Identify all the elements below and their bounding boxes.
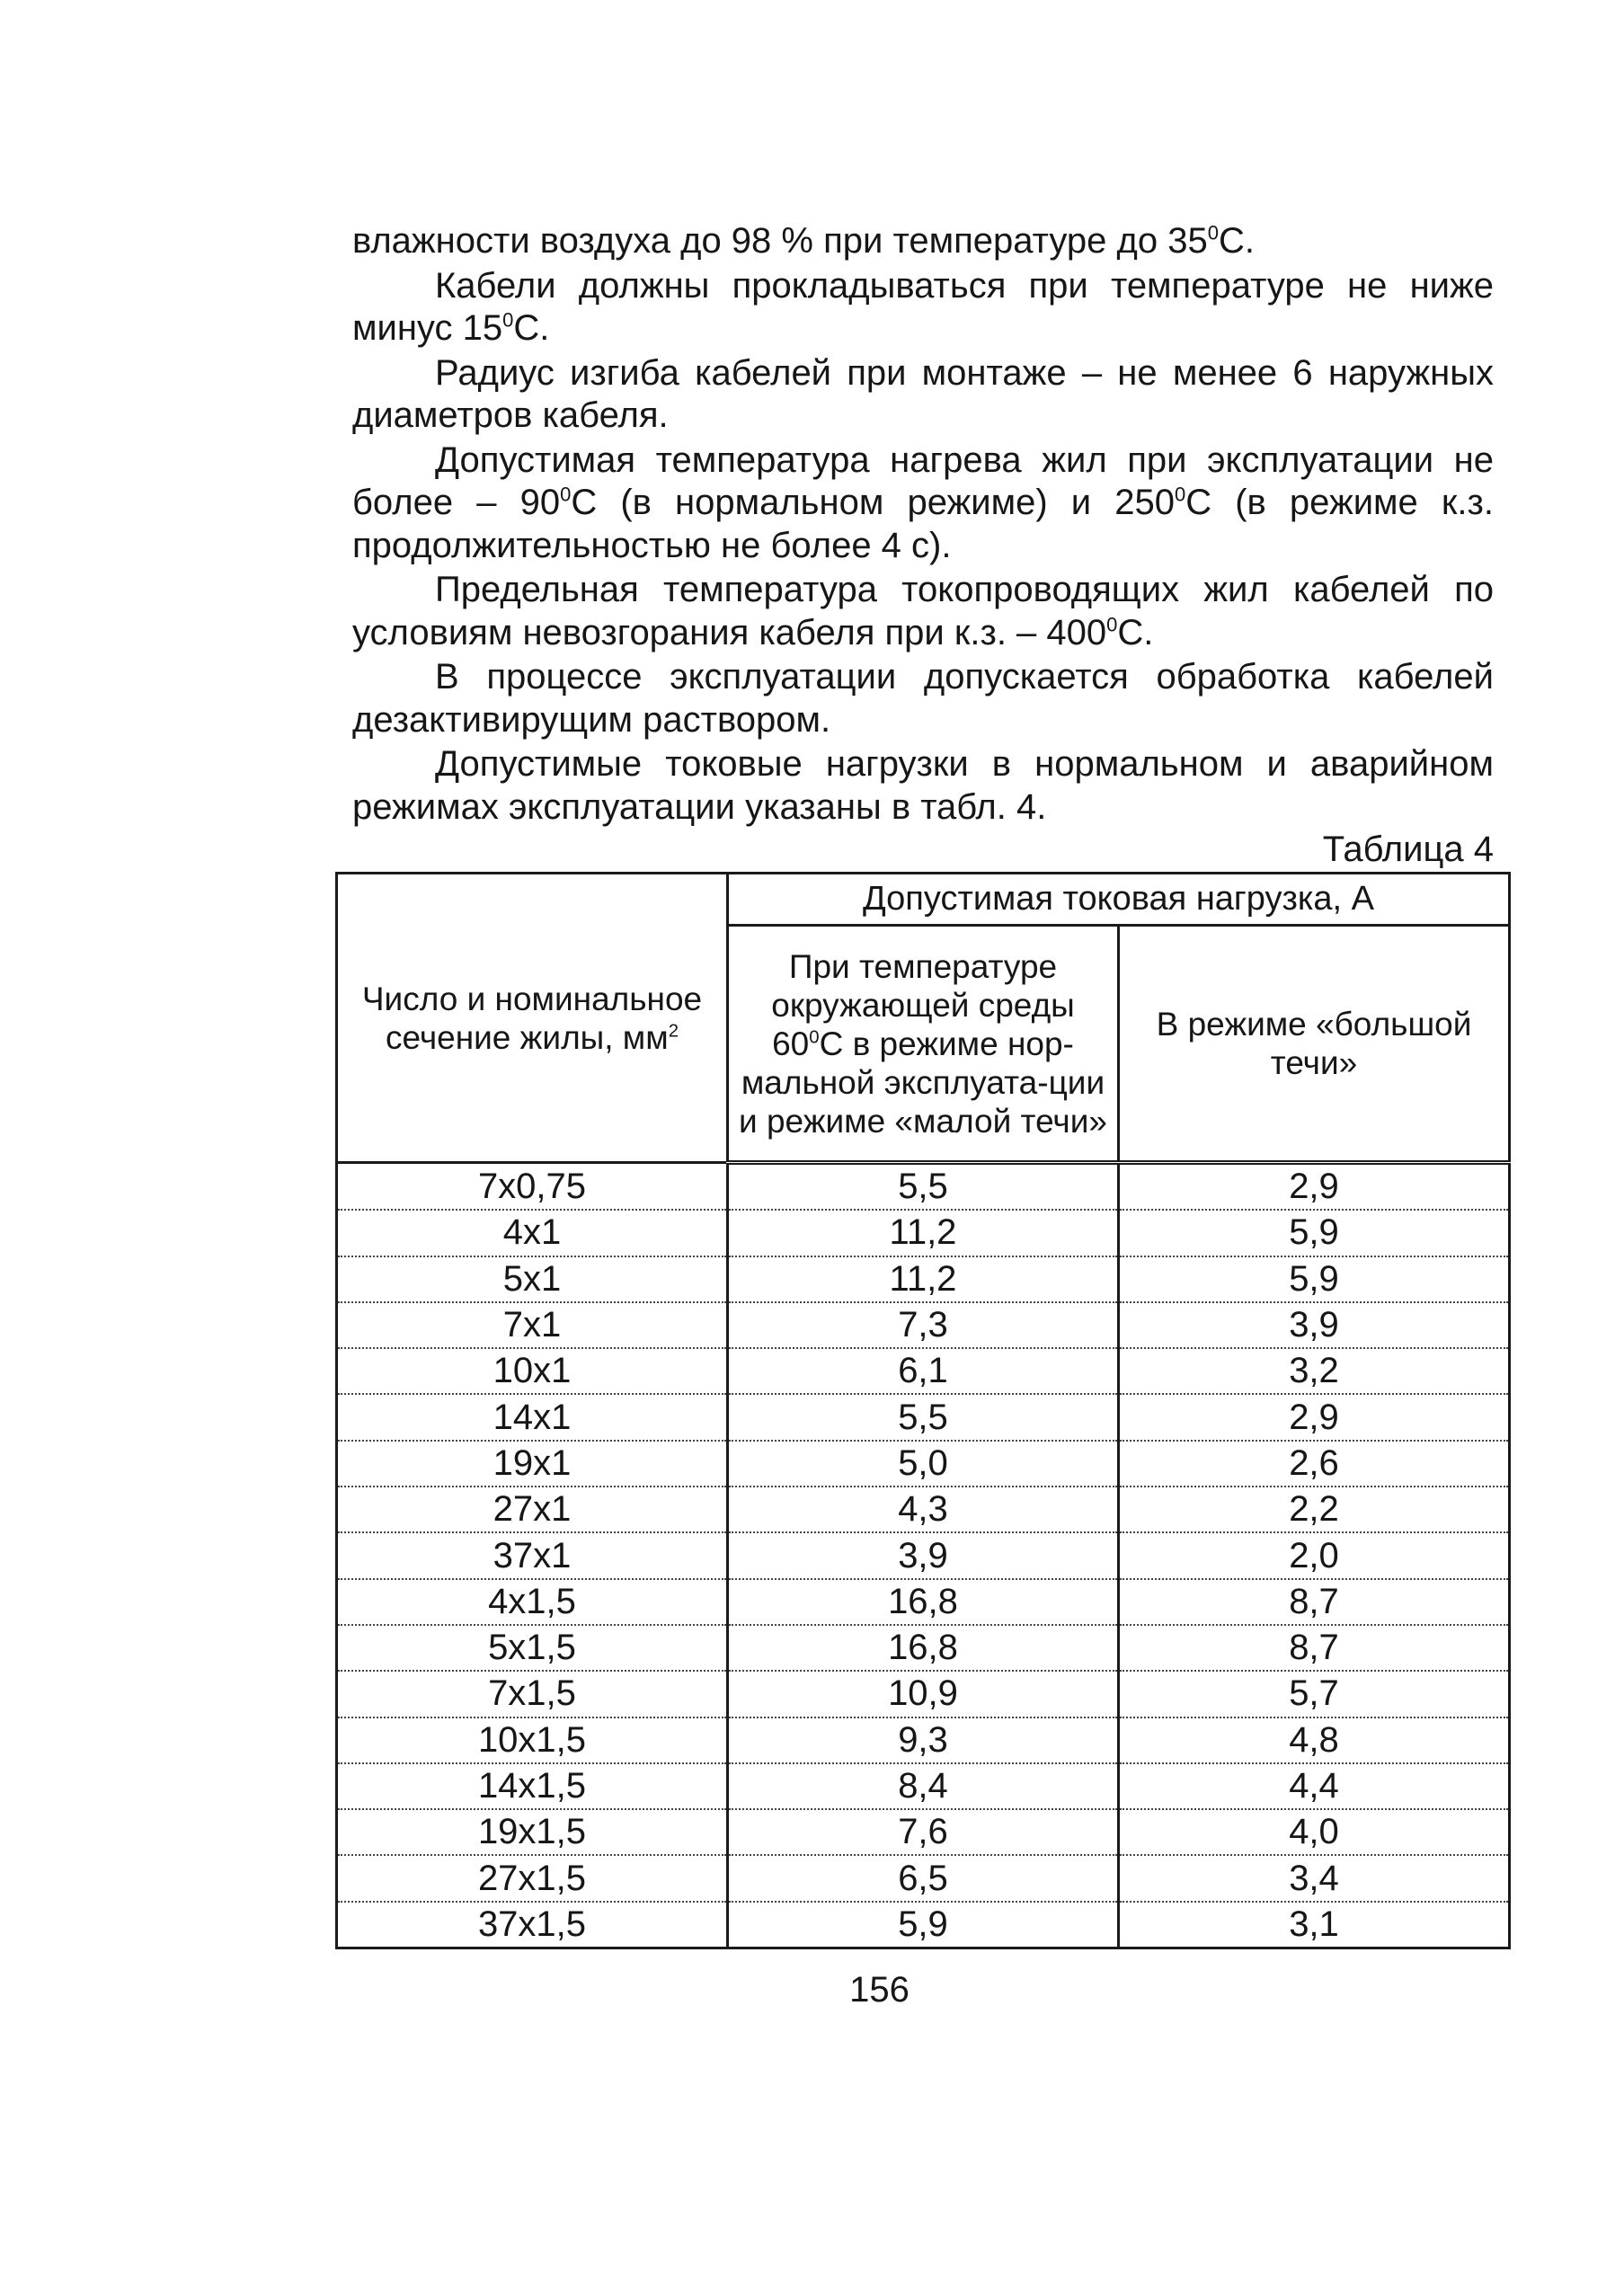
- data-table: [335, 872, 1511, 1949]
- page-number: 156: [849, 1970, 910, 2010]
- cell-normal-load: 16,8: [728, 1579, 1119, 1625]
- cell-normal-load: 10,9: [728, 1671, 1119, 1717]
- cell-big-leak-load: 3,1: [1119, 1902, 1510, 1948]
- table-row: [337, 1671, 1510, 1717]
- cell-conductors: 4х1,5: [337, 1579, 728, 1625]
- cell-normal-load: 3,9: [728, 1532, 1119, 1578]
- cell-big-leak-load: 3,9: [1119, 1302, 1510, 1348]
- cell-normal-load: 7,6: [728, 1809, 1119, 1855]
- cell-normal-load: 9,3: [728, 1717, 1119, 1763]
- cell-conductors: 37х1: [337, 1532, 728, 1578]
- paragraph-laying-temperature: Кабели должны прокладываться при температуре не ниже минус $15^0С$.: [352, 265, 1494, 348]
- cell-big-leak-load: 5,7: [1119, 1671, 1510, 1717]
- cell-normal-load: 5,5: [728, 1163, 1119, 1211]
- cell-big-leak-load: 4,0: [1119, 1809, 1510, 1855]
- cell-big-leak-load: 2,9: [1119, 1163, 1510, 1211]
- paragraph-current-loads: Допустимые токовые нагрузки в нормальном и аварийном режимах эксплуатации указаны в табл. 4.: [352, 744, 1494, 827]
- table-row: [337, 1532, 1510, 1578]
- table-row: [337, 1210, 1510, 1256]
- cell-conductors: 27х1: [337, 1487, 728, 1532]
- table-row: [337, 1625, 1510, 1671]
- cell-conductors: 4х1: [337, 1210, 728, 1256]
- cell-big-leak-load: 8,7: [1119, 1579, 1510, 1625]
- cell-big-leak-load: 2,2: [1119, 1487, 1510, 1532]
- body-text: [352, 220, 1494, 830]
- cell-normal-load: 7,3: [728, 1302, 1119, 1348]
- header-big-leak-mode: В режиме «большой течи»: [1119, 926, 1510, 1163]
- cell-normal-load: 5,9: [728, 1902, 1119, 1948]
- cell-conductors: 19х1: [337, 1441, 728, 1487]
- cell-big-leak-load: 4,4: [1119, 1763, 1510, 1809]
- cell-conductors: 10х1,5: [337, 1717, 728, 1763]
- cell-big-leak-load: 3,2: [1119, 1348, 1510, 1394]
- cell-conductors: 37х1,5: [337, 1902, 728, 1948]
- header-allowable-current: Допустимая токовая нагрузка, А: [728, 874, 1510, 926]
- table-row: [337, 1763, 1510, 1809]
- cell-big-leak-load: 5,9: [1119, 1210, 1510, 1256]
- cell-conductors: 7х1,5: [337, 1671, 728, 1717]
- cell-big-leak-load: 2,6: [1119, 1441, 1510, 1487]
- cell-conductors: 19х1,5: [337, 1809, 728, 1855]
- cell-normal-load: 8,4: [728, 1763, 1119, 1809]
- cell-conductors: 14х1: [337, 1394, 728, 1440]
- cell-big-leak-load: 5,9: [1119, 1256, 1510, 1302]
- table-row: [337, 1717, 1510, 1763]
- paragraph-humidity: влажности воздуха до 98 % при температуре до $35^0С$.: [352, 221, 1255, 261]
- cell-normal-load: 6,1: [728, 1348, 1119, 1394]
- table-row: [337, 1163, 1510, 1211]
- cell-normal-load: 11,2: [728, 1256, 1119, 1302]
- cell-conductors: 5х1,5: [337, 1625, 728, 1671]
- cell-normal-load: 16,8: [728, 1625, 1119, 1671]
- cell-normal-load: 5,0: [728, 1441, 1119, 1487]
- table-row: [337, 1441, 1510, 1487]
- table-row: [337, 1348, 1510, 1394]
- table-row: [337, 1256, 1510, 1302]
- cell-conductors: 10х1: [337, 1348, 728, 1394]
- cell-normal-load: 5,5: [728, 1394, 1119, 1440]
- table-row: [337, 1394, 1510, 1440]
- header-conductor-section: Число и номинальное сечение жилы, $мм^2$: [337, 874, 728, 1163]
- cell-conductors: 14х1,5: [337, 1763, 728, 1809]
- paragraph-bend-radius: Радиус изгиба кабелей при монтаже – не менее 6 наружных диаметров кабеля.: [352, 352, 1494, 435]
- table-row: [337, 1579, 1510, 1625]
- current-load-table: [335, 872, 1508, 1949]
- cell-conductors: 7х1: [337, 1302, 728, 1348]
- header-normal-mode: При температуре окружающей среды $60^0С$ в режиме нор-мальной эксплуата-ции и режиме «малой течи»: [728, 926, 1119, 1163]
- table-row: [337, 1302, 1510, 1348]
- cell-big-leak-load: 8,7: [1119, 1625, 1510, 1671]
- table-row: [337, 1855, 1510, 1901]
- paragraph-limit-temperature: Предельная температура токопроводящих жил кабелей по условиям невозгорания кабеля при к.з. – $400^0С$.: [352, 570, 1494, 652]
- paragraph-decontamination: В процессе эксплуатации допускается обработка кабелей дезактивирущим раствором.: [352, 657, 1494, 740]
- table-row: [337, 1809, 1510, 1855]
- cell-conductors: 27х1,5: [337, 1855, 728, 1901]
- paragraph-heating-temperature: Допустимая температура нагрева жил при эксплуатации не более – $90^0С$ (в нормальном режиме) и $250^0С$ (в режиме к.з. продолжительностью не более 4 с).: [352, 439, 1494, 565]
- cell-big-leak-load: 2,0: [1119, 1532, 1510, 1578]
- cell-conductors: 7х0,75: [337, 1163, 728, 1211]
- cell-normal-load: 4,3: [728, 1487, 1119, 1532]
- table-caption: Таблица 4: [1322, 830, 1494, 869]
- cell-big-leak-load: 4,8: [1119, 1717, 1510, 1763]
- table-row: [337, 1487, 1510, 1532]
- cell-big-leak-load: 3,4: [1119, 1855, 1510, 1901]
- cell-big-leak-load: 2,9: [1119, 1394, 1510, 1440]
- table-row: [337, 1902, 1510, 1948]
- cell-normal-load: 6,5: [728, 1855, 1119, 1901]
- cell-conductors: 5х1: [337, 1256, 728, 1302]
- cell-normal-load: 11,2: [728, 1210, 1119, 1256]
- table-body: [337, 1163, 1510, 1948]
